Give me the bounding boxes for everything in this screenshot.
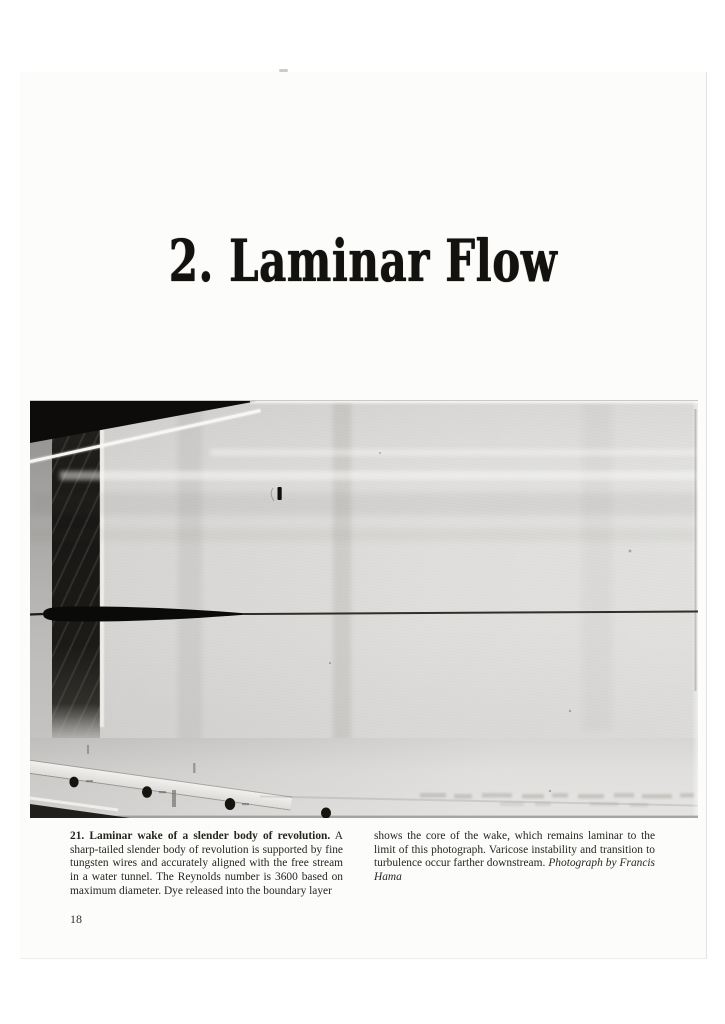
photo-detail-overlay	[30, 401, 698, 818]
caption-left-text	[70, 830, 343, 899]
caption-left-body: A sharp-tailed slender body of revolution is supported by fine tungsten wires and accurately aligned with the free stream in a water tunnel. The Reynolds number is 3600 based on maximum diameter. Dye released into the boundary layer	[70, 830, 343, 897]
caption-right-column	[374, 830, 655, 885]
dust-specks	[329, 452, 631, 792]
photo-bottom-edge	[30, 816, 698, 818]
body-of-revolution	[43, 606, 244, 621]
nose-support-line	[30, 614, 43, 615]
caption-right-body: shows the core of the wake, which remains laminar to the limit of this photograph. Varicose instability and transition to turbulence occur farther downstream.	[374, 830, 655, 870]
book-page	[20, 72, 707, 959]
floor-holes	[69, 777, 331, 818]
caption-credit: Photograph by Francis Hama	[374, 857, 655, 884]
scan-speck	[279, 69, 288, 72]
caption-right-text	[374, 830, 655, 885]
floor-ticks	[87, 745, 196, 773]
chapter-title: 2. Laminar Flow	[168, 227, 558, 295]
ghost-text-smudge	[420, 793, 694, 807]
tick-halo	[271, 488, 274, 501]
page-number: 18	[70, 912, 82, 926]
floor-gray-bar	[172, 790, 176, 807]
caption-left-column	[70, 830, 343, 899]
figure-photo	[30, 400, 698, 818]
caption-heading: 21. Laminar wake of a slender body of revolution.	[70, 830, 331, 842]
laminar-wake-line	[244, 612, 698, 615]
reference-tick	[278, 487, 282, 500]
floor-hole-dashes	[86, 780, 249, 805]
